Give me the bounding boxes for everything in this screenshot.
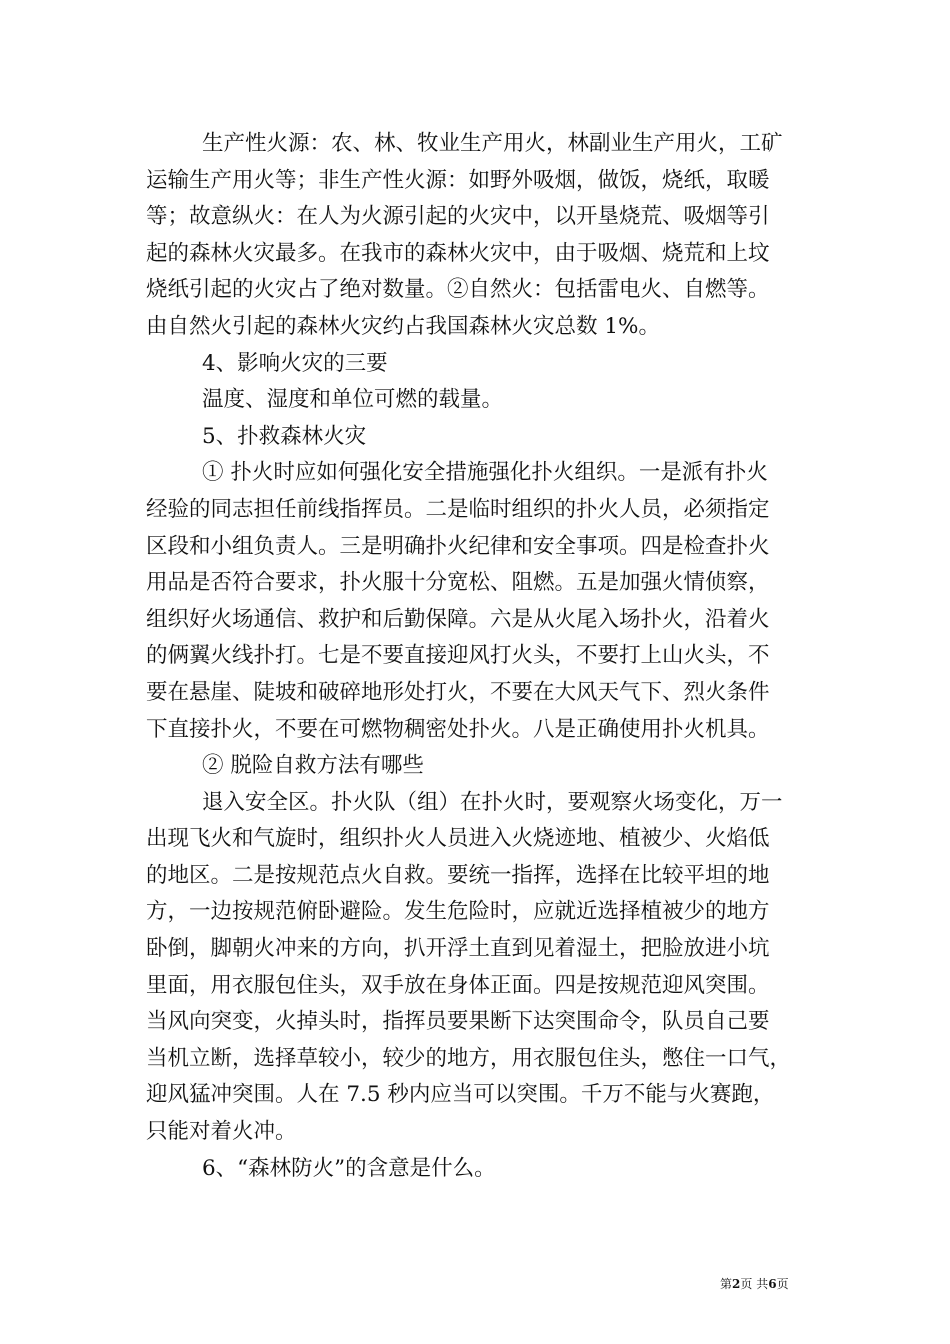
text-line: ① 扑火时应如何强化安全措施强化扑火组织。一是派有扑火 <box>202 460 768 486</box>
footer-page-number: 2 <box>732 1277 741 1291</box>
text-line: 6、“森林防火”的含意是什么。 <box>202 1155 496 1181</box>
text-line: 当机立断，选择草较小，较少的地方，用衣服包住头，憋住一口气， <box>146 1045 792 1071</box>
text-line: 用品是否符合要求，扑火服十分宽松、阻燃。五是加强火情侦察， <box>146 570 770 596</box>
text-line: 的地区。二是按规范点火自救。要统一指挥，选择在比较平坦的地 <box>146 862 770 888</box>
text-line: 出现飞火和气旋时，组织扑火人员进入火烧迹地、植被少、火焰低 <box>146 826 770 852</box>
text-line: 温度、湿度和单位可燃的载量。 <box>202 387 504 413</box>
text-line: 生产性火源：农、林、牧业生产用火，林副业生产用火，工矿 <box>202 131 783 156</box>
text-line: 等；故意纵火：在人为火源引起的火灾中，以开垦烧荒、吸烟等引 <box>146 204 770 230</box>
text-line: 当风向突变，火掉头时，指挥员要果断下达突围命令，队员自己要 <box>146 1009 770 1035</box>
text-line: 起的森林火灾最多。在我市的森林火灾中，由于吸烟、烧荒和上坟 <box>146 240 770 266</box>
footer-prefix: 第 <box>720 1277 733 1291</box>
text-line: 组织好火场通信、救护和后勤保障。六是从火尾入场扑火，沿着火 <box>146 606 770 632</box>
text-line: 下直接扑火，不要在可燃物稠密处扑火。八是正确使用扑火机具。 <box>146 716 770 742</box>
text-line: 方，一边按规范俯卧避险。发生危险时，应就近选择植被少的地方 <box>146 899 770 925</box>
text-line: 4、影响火灾的三要 <box>202 350 388 376</box>
text-line: 经验的同志担任前线指挥员。二是临时组织的扑火人员，必须指定 <box>146 496 770 522</box>
text-line: 由自然火引起的森林火灾约占我国森林火灾总数 1%。 <box>146 313 660 339</box>
text-line: 的俩翼火线扑打。七是不要直接迎风打火头，不要打上山火头，不 <box>146 643 770 669</box>
footer-middle: 页 共 <box>740 1277 769 1291</box>
text-line: 运输生产用火等；非生产性火源：如野外吸烟，做饭，烧纸，取暖 <box>146 167 770 193</box>
text-line: 里面，用衣服包住头，双手放在身体正面。四是按规范迎风突围。 <box>146 972 770 998</box>
text-line: 5、扑救森林火灾 <box>202 423 367 449</box>
text-line: ② 脱险自救方法有哪些 <box>202 753 424 779</box>
page-footer <box>720 1276 830 1292</box>
footer-total-pages: 6 <box>768 1277 777 1291</box>
text-line: 区段和小组负责人。三是明确扑火纪律和安全事项。四是检查扑火 <box>146 533 770 559</box>
text-line: 要在悬崖、陡坡和破碎地形处打火，不要在大风天气下、烈火条件 <box>146 679 770 705</box>
text-line: 退入安全区。扑火队（组）在扑火时，要观察火场变化，万一 <box>202 789 783 815</box>
footer-suffix: 页 <box>776 1277 789 1291</box>
text-line: 迎风猛冲突围。人在 7.5 秒内应当可以突围。千万不能与火赛跑， <box>146 1082 775 1108</box>
document-body <box>146 126 814 1187</box>
text-line: 卧倒，脚朝火冲来的方向，扒开浮土直到见着湿土，把脸放进小坑 <box>146 936 770 962</box>
text-line: 烧纸引起的火灾占了绝对数量。②自然火：包括雷电火、自燃等。 <box>146 277 770 303</box>
text-line: 只能对着火冲。 <box>146 1119 297 1145</box>
